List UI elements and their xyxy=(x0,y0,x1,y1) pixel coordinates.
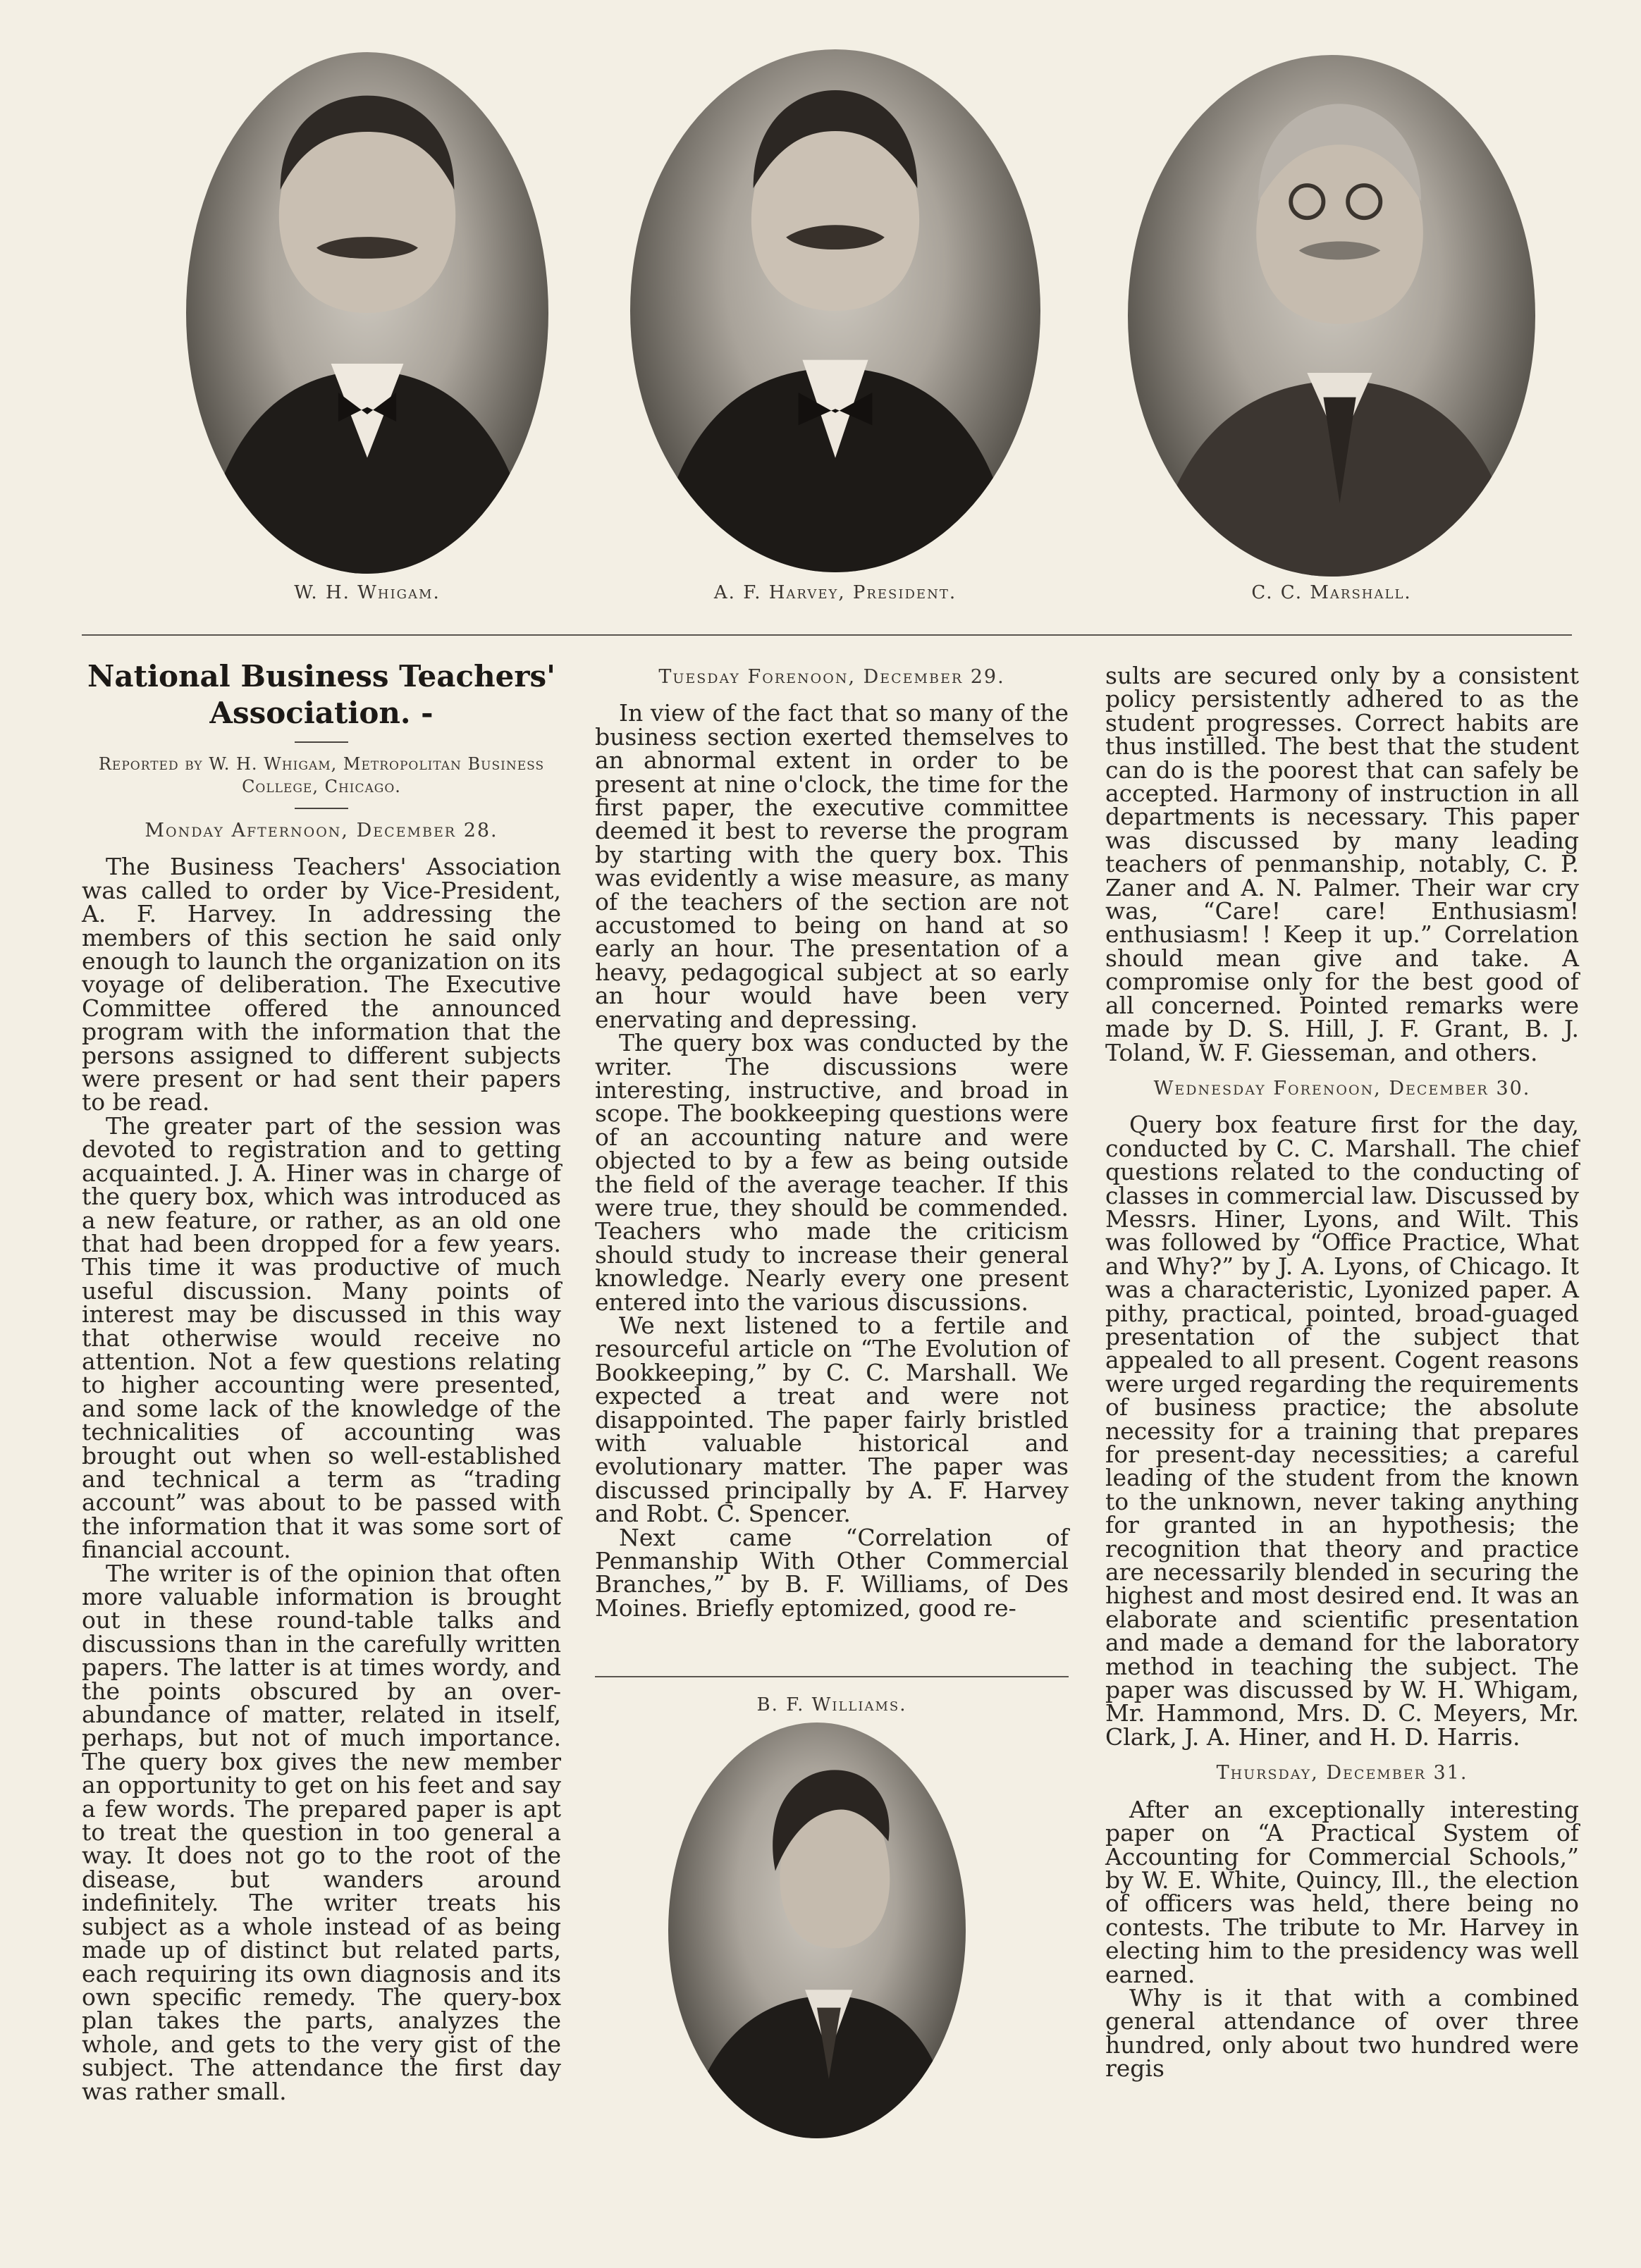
reported-by: Reported by W. H. Whigam, Metropolitan Business College, Chicago. xyxy=(98,754,545,796)
paragraph: Query box feature first for the day, conducted by C. C. Marshall. The chief questions related to the conducting of classes in commercial law. Discussed by Messrs. Hiner, Lyons, and Wilt. This was followed by “Office Practice, What and Why?” by J. A. Lyons, of Chicago. It was a characteristic, Lyonized paper. A pithy, practical, pointed, broad-guaged presentation of the subject that appealed to all present. Cogent reasons were urged regarding the requirements of business practice; the absolute necessity for a training that prepares for present-day necessities; a careful leading of the student from the known to the unknown, never taking anything for granted in an hypothesis; the recognition that theory and practice are necessarily blended in securing the highest and most desired end. It was an elaborate and scientific presentation and made a demand for the laboratory method in teaching the subject. The paper was discussed by W. H. Whigam, Mr. Hammond, Mrs. D. C. Meyers, Mr. Clark, J. A. Hiner, and H. D. Harris. xyxy=(1105,1111,1579,1751)
paragraph: The greater part of the session was devoted to registration and to getting acquainted. J. A. Hiner was in charge of the query box, which was introduced as a new feature, or rather, as an old one that had been dropped for a few years. This time it was productive of much useful discussion. Many points of interest may be discussed in this way that otherwise would receive no attention. Not a few questions relating to higher accounting were presented, and some lack of the knowledge of the technicalities of accounting was brought out when so well-established and technical a term as “trading account” was about to be passed with the information that it was some sort of financial account. xyxy=(82,1111,561,1564)
column-3 xyxy=(1105,664,1579,2081)
column-2 xyxy=(595,661,1069,1620)
caption-marshall: C. C. Marshall. xyxy=(1251,582,1412,603)
article-title: National Business Teachers' Association. - xyxy=(87,659,555,730)
caption-harvey: A. F. Harvey, President. xyxy=(713,582,957,603)
portrait-harvey xyxy=(630,49,1040,572)
portrait-marshall xyxy=(1128,55,1535,577)
section-tuesday: Tuesday Forenoon, December 29. xyxy=(658,666,1005,688)
paragraph: After an exceptionally interesting paper on “A Practical System of Accounting for Commercial Schools,” by W. E. White, Quincy, Ill., the election of officers was held, there being no contests. The tribute to Mr. Harvey in electing him to the presidency was well earned. xyxy=(1105,1795,1579,1988)
caption-whigam: W. H. Whigam. xyxy=(294,582,441,603)
paragraph: The writer is of the opinion that often more valuable information is brought out in these round-table talks and discussions than in the carefully written papers. The latter is at times wordy, and the points obscured by an over-abundance of matter, related in itself, perhaps, but not of much importance. The query box gives the new member an opportunity to get on his feet and say a few words. The prepared paper is apt to treat the question in too general a way. It does not go to the root of the disease, but wanders around indefinitely. The writer treats his subject as a whole instead of as being made up of distinct but related parts, each requiring its own diagnosis and its own specific remedy. The query-box plan takes the parts, analyzes the whole, and gets to the very gist of the subject. The attendance the first day was rather small. xyxy=(82,1559,561,2105)
paragraph: sults are secured only by a consistent policy persistently adhered to as the student progresses. Correct habits are thus instilled. The best that the student can do is the poorest that can safely be accepted. Harmony of instruction in all departments is necessary. This paper was discussed by many leading teachers of penmanship, notably, C. P. Zaner and A. N. Palmer. Their war cry was, “Care! care! Enthusiasm! enthusiasm! ! Keep it up.” Correlation should mean give and take. A compromise only for the best good of all concerned. Pointed remarks were made by D. S. Hill, J. F. Grant, B. J. Toland, W. F. Giesseman, and others. xyxy=(1105,662,1579,1066)
paragraph: We next listened to a fertile and resourceful article on “The Evolution of Bookkeeping,” by C. C. Marshall. We expected a treat and were not disappointed. The paper fairly bristled with valuable historical and evolutionary matter. The paper was discussed principally by A. F. Harvey and Robt. C. Spencer. xyxy=(595,1311,1069,1528)
paragraph: The Business Teachers' Association was called to order by Vice-President, A. F. Harvey. In addressing the members of this section he said only enough to launch the organization on its voyage of deliberation. The Executive Committee offered the announced program with the information that the persons assigned to different subjects were present or had sent their papers to be read. xyxy=(82,853,561,1116)
section-monday: Monday Afternoon, December 28. xyxy=(145,820,498,842)
header-rule xyxy=(82,634,1572,636)
paragraph: Next came “Correlation of Penmanship With Other Commercial Branches,” by B. F. Williams, of Des Moines. Briefly eptomized, good re- xyxy=(595,1523,1069,1622)
paragraph: In view of the fact that so many of the business section exerted themselves to an abnormal extent in order to be present at nine o'clock, the time for the first paper, the executive committee deemed it best to reverse the program by starting with the query box. This was evidently a wise measure, as many of the teachers of the section are not accustomed to being on hand at so early an hour. The presentation of a heavy, pedagogical subject at so early an hour would have been very enervating and depressing. xyxy=(595,699,1069,1033)
section-wednesday: Wednesday Forenoon, December 30. xyxy=(1153,1077,1531,1099)
portrait-williams xyxy=(668,1722,966,2138)
caption-williams: B. F. Williams. xyxy=(756,1694,907,1715)
portrait-whigam xyxy=(186,52,548,574)
paragraph: Why is it that with a combined general attendance of over three hundred, only about two hundred were regis xyxy=(1105,1983,1579,2083)
title-divider xyxy=(295,741,348,743)
column-1 xyxy=(82,658,561,2103)
section-thursday: Thursday, December 31. xyxy=(1216,1762,1468,1785)
williams-rule xyxy=(595,1676,1069,1677)
reported-divider xyxy=(295,808,348,809)
paragraph: The query box was conducted by the writer. The discussions were interesting, instructive, and broad in scope. The bookkeeping questions were of an accounting nature and were objected to by a few as being outside the field of the average teacher. If this were true, they should be commended. Teachers who made the criticism should study to increase their general knowledge. Nearly every one present entered into the various discussions. xyxy=(595,1029,1069,1316)
